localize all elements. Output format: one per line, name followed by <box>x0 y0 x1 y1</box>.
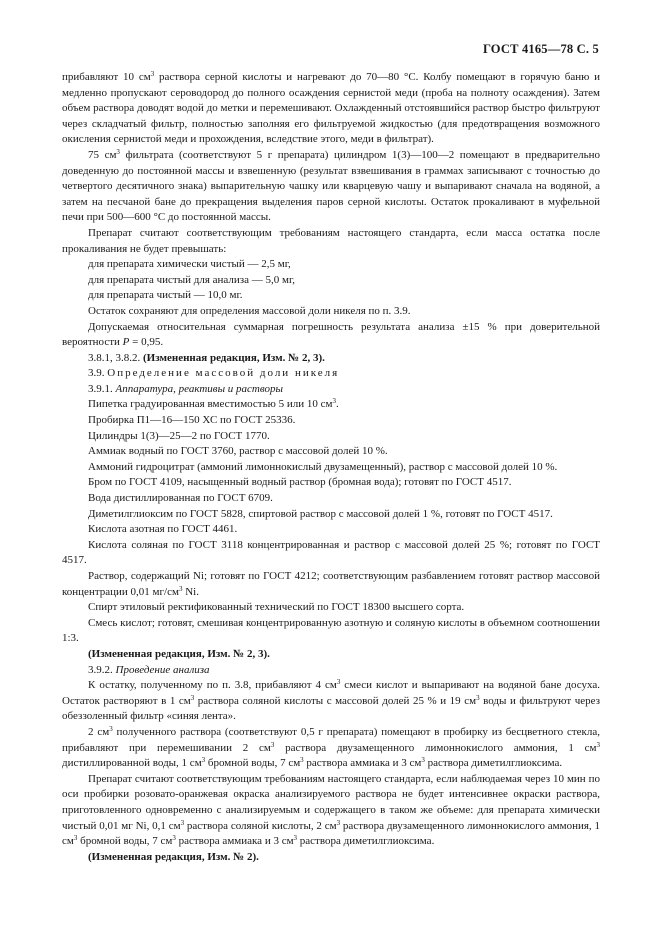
paragraph: 3.9. Определение массовой доли никеля <box>88 367 340 380</box>
page-header: ГОСТ 4165—78 С. 5 <box>482 42 599 56</box>
paragraph: Допускаемая относительная суммарная погрешность результата анализа ±15 % при доверительной вероятности P = 0,95. <box>62 320 600 349</box>
paragraph: Бром по ГОСТ 4109, насыщенный водный раствор (бромная вода); готовят по ГОСТ 4517. <box>88 476 512 489</box>
paragraph: 3.8.1, 3.8.2. (Измененная редакция, Изм. № 2, 3). <box>88 351 325 364</box>
paragraph: прибавляют 10 $см^3$ раствора серной кислоты и нагревают до 70—80 °С. Колбу помещают в горячую баню и медленно пропускают сероводород до полного осаждения сернистой меди (проба на полноту осаждения). Затем объем раствора доводят водой до метки и перемешивают. Охлажденный отстоявшийся раствор быстро фильтруют через складчатый фильтр, полностью заполняя его фильтруемой жидкостью (для предотвращения возможного окисления сернистой меди и прохождения, вследствие этого, меди в фильтрат). <box>62 70 601 146</box>
paragraph: Диметилглиоксим по ГОСТ 5828, спиртовой раствор с массовой долей 1 %, готовят по ГОСТ 4517. <box>88 507 553 520</box>
paragraph: для препарата химически чистый — 2,5 мг, <box>88 258 291 271</box>
paragraph: Аммиак водный по ГОСТ 3760, раствор с массовой долей 10 %. <box>88 445 388 458</box>
paragraph: Остаток сохраняют для определения массовой доли никеля по п. 3.9. <box>88 304 411 317</box>
paragraph: (Измененная редакция, Изм. № 2, 3). <box>88 647 270 660</box>
paragraph: 75 $см^3$ фильтрата (соответствуют 5 г препарата) цилиндром 1(3)—100—2 помещают в предварительно доведенную до постоянной массы и взвешенную (результат взвешивания в граммах записывают с точностью до четвертого десятичного знака) выпарительную чашку или кварцевую чашу и выпаривают сначала на водяной, а затем на песчаной бане до прекращения выделения паров серной кислоты. Остаток прокаливают в муфельной печи при 500—600 °С до постоянной массы. <box>62 147 600 224</box>
paragraph: для препарата чистый — 10,0 мг. <box>88 289 243 302</box>
paragraph: 2 $см^3$ полученного раствора (соответствуют 0,5 г препарата) помещают в пробирку из бесцветного стекла, прибавляют при перемешивании 2 $см^3$ раствора двузамещенного лимоннокислого аммония, 1 $см^3$ дистиллированной воды, 1 $см^3$ бромной воды, 7 $см^3$ раствора аммиака и 3 $см^3$ раствора диметилглиоксима. <box>62 724 600 770</box>
paragraph: Пипетка градуированная вместимостью 5 или 10 $см^3$. <box>88 397 339 411</box>
paragraph: Пробирка П1—16—150 ХС по ГОСТ 25336. <box>88 414 296 427</box>
paragraph: 3.9.2. Проведение анализа <box>88 663 210 676</box>
document-body <box>62 70 600 865</box>
paragraph: Кислота азотная по ГОСТ 4461. <box>88 523 238 536</box>
paragraph: для препарата чистый для анализа — 5,0 мг, <box>88 273 295 286</box>
paragraph: (Измененная редакция, Изм. № 2). <box>88 850 259 863</box>
paragraph: Цилиндры 1(3)—25—2 по ГОСТ 1770. <box>88 429 270 442</box>
paragraph: Смесь кислот; готовят, смешивая концентрированную азотную и соляную кислоты в объемном соотношении 1:3. <box>62 616 600 645</box>
paragraph: Аммоний гидроцитрат (аммоний лимоннокислый двузамещенный), раствор с массовой долей 10 %. <box>88 460 558 473</box>
paragraph: Вода дистиллированная по ГОСТ 6709. <box>88 492 273 505</box>
paragraph: Спирт этиловый ректификованный технический по ГОСТ 18300 высшего сорта. <box>88 601 465 614</box>
paragraph: Кислота соляная по ГОСТ 3118 концентрированная и раствор с массовой долей 25 %; готовят по ГОСТ 4517. <box>62 538 600 567</box>
paragraph: К остатку, полученному по п. 3.8, прибавляют 4 $см^3$ смеси кислот и выпаривают на водяной бане досуха. Остаток растворяют в 1 $см^3$ раствора соляной кислоты с массовой долей 25 % и 19 $см^3$ воды и фильтруют через обеззоленный фильтр «синяя лента». <box>62 678 600 723</box>
paragraph: Раствор, содержащий Ni; готовят по ГОСТ 4212; соответствующим разбавлением готовят раствор массовой концентрации 0,01 $мг/см^3$ Ni. <box>62 570 600 598</box>
paragraph: Препарат считают соответствующим требованиям настоящего стандарта, если наблюдаемая через 10 мин по оси пробирки розовато-оранжевая окраска анализируемого раствора не будет интенсивнее окраски раствора, приготовленного одновременно с анализируемым и содержащего в таком же объеме: для препарата химически чистый 0,01 мг Ni, 0,1 $см^3$ раствора соляной кислоты, 2 $см^3$ раствора двузамещенного лимоннокислого аммония, 1 $см^3$ бромной воды, 7 $см^3$ раствора аммиака и 3 $см^3$ раствора диметилглиоксима. <box>62 772 600 848</box>
paragraph: 3.9.1. Аппаратура, реактивы и растворы <box>88 382 283 395</box>
paragraph: Препарат считают соответствующим требованиям настоящего стандарта, если масса остатка после прокаливания не будет превышать: <box>62 226 600 255</box>
